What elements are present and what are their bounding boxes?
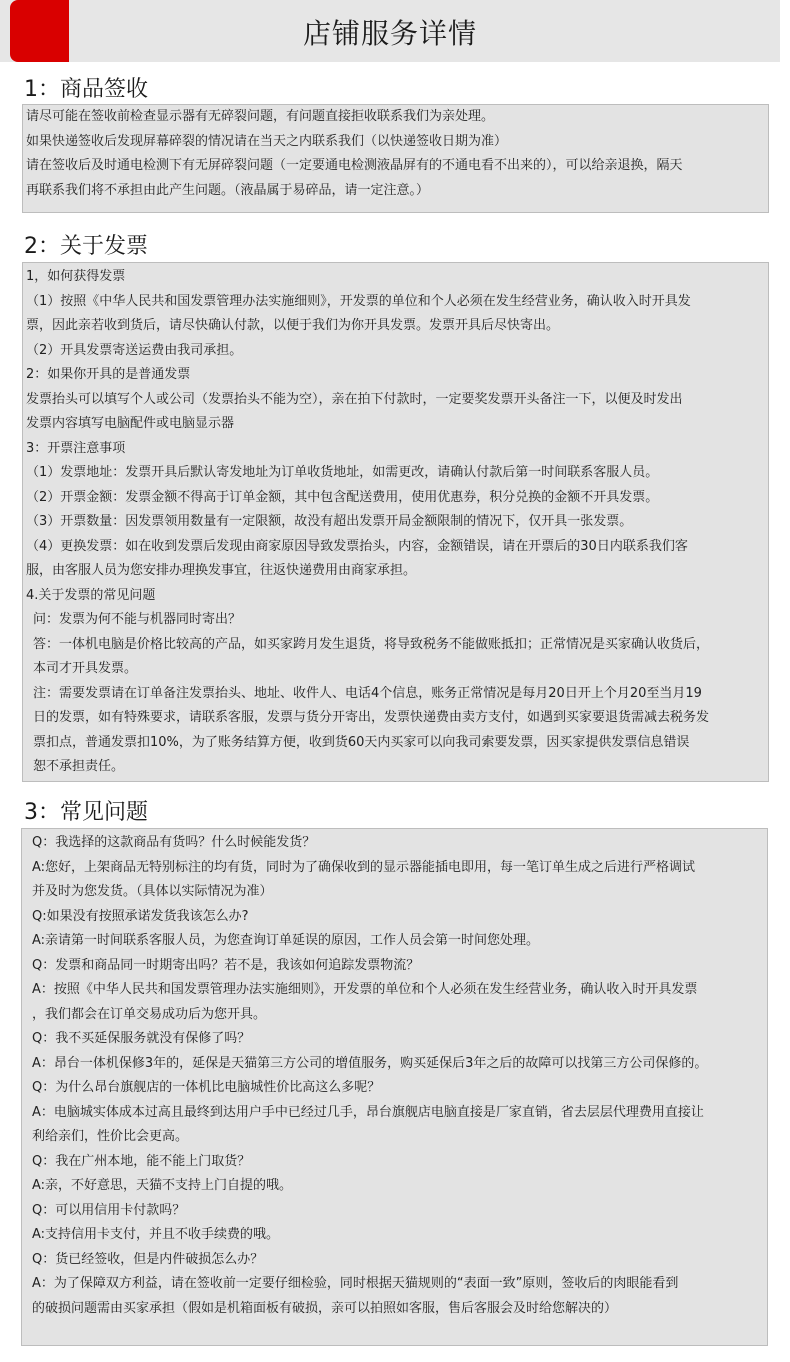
- faq-line: Q：我选择的这款商品有货吗？什么时候能发货？: [32, 835, 316, 850]
- text-line: （1）按照《中华人民共和国发票管理办法实施细则》，开发票的单位和个人必须在发生经营业务，确认收入时开具发: [26, 293, 691, 309]
- faq-line: Q：发票和商品同一时期寄出吗？若不是，我该如何追踪发票物流？: [32, 957, 420, 973]
- text-line: （4）更换发票：如在收到发票后发现由商家原因导致发票抬头，内容，金额错误，请在开票后的30日内联系我们客: [26, 538, 688, 554]
- page-header: [0, 0, 780, 62]
- faq-line: 利给亲们，性价比会更高。: [32, 1129, 189, 1144]
- faq-line: Q：我不买延保服务就没有保修了吗？: [32, 1031, 251, 1046]
- text-line: 问：发票为何不能与机器同时寄出？: [33, 612, 242, 627]
- faq-line: Q：为什么昂台旗舰店的一体机比电脑城性价比高这么多呢？: [32, 1080, 381, 1095]
- faq-line: 的破损问题需由买家承担（假如是机箱面板有破损，亲可以拍照如客服，售后客服会及时给您解决的）: [32, 1300, 618, 1316]
- section-title-invoice: 2：关于发票: [24, 234, 148, 259]
- text-line: 服，由客服人员为您安排办理换发事宜，往返快递费用由商家承担。: [26, 563, 417, 578]
- section-box-product-receipt: [22, 104, 769, 213]
- text-line: 日的发票，如有特殊要求，请联系客服，发票与货分开寄出，发票快递费由卖方支付，如遇到买家要退货需减去税务发: [33, 710, 710, 725]
- faq-line: A:亲，不好意思，天猫不支持上门自提的哦。: [32, 1178, 293, 1193]
- faq-line: 并及时为您发货。（具体以实际情况为准）: [32, 884, 273, 899]
- section-title-faq: 3：常见问题: [24, 800, 148, 825]
- faq-line: Q:如果没有按照承诺发货我该怎么办?: [32, 908, 249, 924]
- faq-line: A:支持信用卡支付，并且不收手续费的哦。: [32, 1227, 280, 1242]
- text-line: 注：需要发票请在订单备注发票抬头、地址、收件人、电话4个信息，账务正常情况是每月20日开上个月20至当月19: [33, 685, 702, 701]
- faq-line: Q：货已经签收，但是内件破损怎么办？: [32, 1251, 264, 1267]
- faq-line: A：按照《中华人民共和国发票管理办法实施细则》，开发票的单位和个人必须在发生经营业务，确认收入时开具发票: [32, 982, 698, 997]
- text-line: 请在签收后及时通电检测下有无屏碎裂问题（一定要通电检测液晶屏有的不通电看不出来的），可以给亲退换，隔天: [26, 158, 683, 173]
- section-box-invoice: [22, 262, 769, 782]
- section-box-faq: [21, 828, 768, 1346]
- text-line: 4.关于发票的常见问题: [26, 587, 156, 603]
- page-title: 店铺服务详情: [302, 17, 477, 50]
- text-line: 3：开票注意事项: [26, 440, 126, 456]
- text-line: 本司才开具发票。: [33, 661, 138, 676]
- text-line: 票扣点，普通发票扣10%，为了账务结算方便，收到货60天内买家可以向我司索要发票，因买家提供发票信息错误: [33, 734, 690, 750]
- text-line: 发票内容填写电脑配件或电脑显示器: [26, 416, 235, 431]
- faq-line: A：为了保障双方利益，请在签收前一定要仔细检验，同时根据天猫规则的“表面一致”原则，签收后的肉眼能看到: [32, 1276, 679, 1291]
- text-line: （3）开票数量：因发票领用数量有一定限额，故没有超出发票开局金额限制的情况下，仅开具一张发票。: [26, 514, 633, 529]
- faq-line: A:亲请第一时间联系客服人员，为您查询订单延误的原因，工作人员会第一时间您处理。: [32, 933, 540, 948]
- text-line: 如果快递签收后发现屏幕碎裂的情况请在当天之内联系我们（以快递签收日期为准）: [26, 133, 508, 149]
- faq-line: ，我们都会在订单交易成功后为您开具。: [32, 1006, 267, 1022]
- section-title-product-receipt: 1：商品签收: [24, 77, 148, 102]
- text-line: （2）开具发票寄送运费由我司承担。: [26, 342, 243, 358]
- faq-line: A：昂台一体机保修3年的，延保是天猫第三方公司的增值服务，购买延保后3年之后的故障可以找第三方公司保修的。: [32, 1055, 708, 1071]
- text-line: （2）开票金额：发票金额不得高于订单金额，其中包含配送费用，使用优惠券，积分兑换的金额不开具发票。: [26, 489, 659, 505]
- text-line: 请尽可能在签收前检查显示器有无碎裂问题，有问题直接拒收联系我们为亲处理。: [26, 109, 495, 124]
- text-line: 发票抬头可以填写个人或公司（发票抬头不能为空），亲在拍下付款时，一定要奖发票开头备注一下，以便及时发出: [26, 391, 683, 407]
- text-line: 恕不承担责任。: [33, 759, 125, 774]
- text-line: （1）发票地址：发票开具后默认寄发地址为订单收货地址，如需更改，请确认付款后第一时间联系客服人员。: [26, 465, 659, 480]
- faq-line: Q：可以用信用卡付款吗？: [32, 1202, 186, 1218]
- faq-line: A:您好，上架商品无特别标注的均有货，同时为了确保收到的显示器能插电即用，每一笔订单生成之后进行严格调试: [32, 859, 696, 875]
- text-line: 2：如果你开具的是普通发票: [26, 367, 191, 382]
- text-line: 答：一体机电脑是价格比较高的产品，如买家跨月发生退货，将导致税务不能做账抵扣；正常情况是买家确认收货后，: [33, 636, 710, 652]
- faq-line: Q：我在广州本地，能不能上门取货？: [32, 1153, 251, 1169]
- text-line: 再联系我们将不承担由此产生问题。（液晶属于易碎品，请一定注意。）: [26, 182, 430, 198]
- faq-line: A：电脑城实体成本过高且最终到达用户手中已经过几手，昂台旗舰店电脑直接是厂家直销，省去层层代理费用直接让: [32, 1104, 704, 1120]
- text-line: 1，如何获得发票: [26, 269, 126, 284]
- text-line: 票，因此亲若收到货后，请尽快确认付款，以便于我们为你开具发票。发票开具后尽快寄出。: [26, 318, 560, 333]
